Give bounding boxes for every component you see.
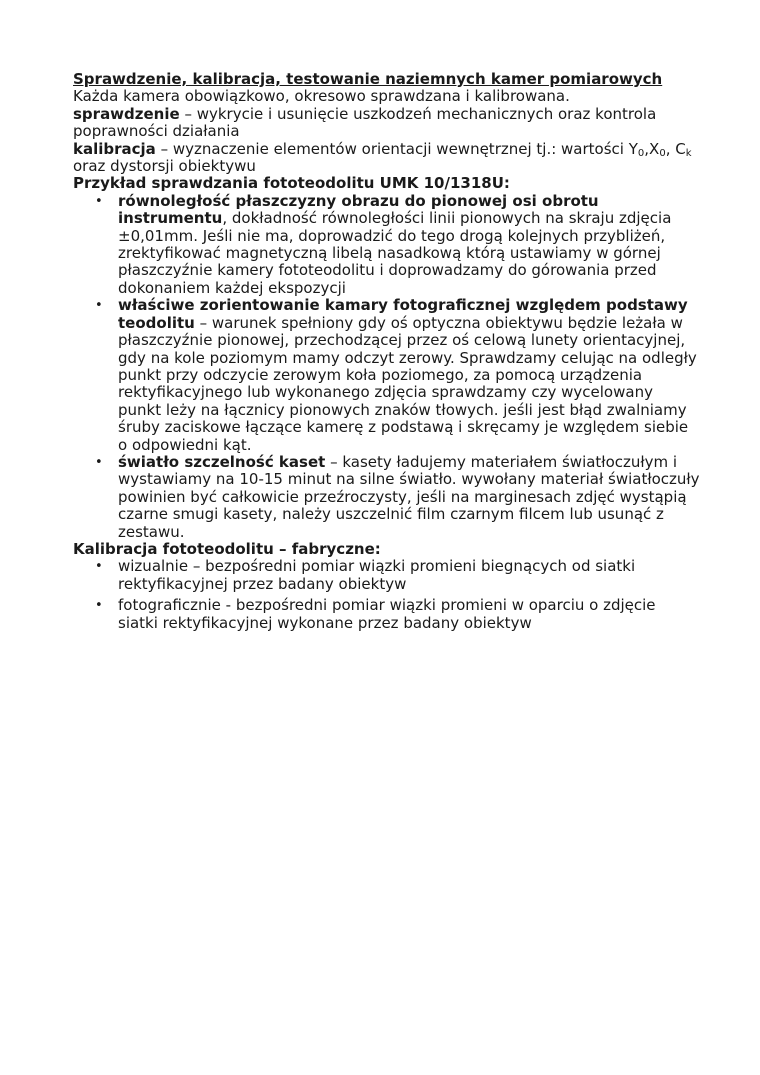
definition-term: sprawdzenie — [73, 104, 180, 123]
list-item-term: właściwe zorientowanie kamary fotograficznej względem podstawy teodolitu — [118, 296, 688, 332]
list-item-term: równoległość płaszczyzny obrazu do pionowej osi obrotu instrumentu — [118, 191, 599, 228]
list-item-text: – kasety ładujemy materiałem światłoczułym i wystawiamy na 10-15 minut na silne światło. wywołany materiał światłoczuły powinien być całkowicie przeźroczysty, jeśli na marginesach zdjęć wystąpią czarne smugi kasety, należy uszczelnić film czarnym filcem lub usunąć z zestawu. — [118, 452, 700, 541]
bullet-icon: • — [95, 454, 103, 470]
definition-text: – wyznaczenie elementów orientacji wewnętrznej tj.: wartości Y — [155, 139, 638, 158]
definition-term: kalibracja — [73, 139, 156, 158]
calibration-methods-list — [73, 558, 700, 632]
calibration-heading: Kalibracja fototeodolitu – fabryczne: — [73, 539, 381, 558]
list-item-text: fotograficznie - bezpośredni pomiar wiązki promieni w oparciu o zdjęcie siatki rektyfikacyjnej wykonane przez badany obiektyw — [118, 596, 656, 632]
document-title: Sprawdzenie, kalibracja, testowanie naziemnych kamer pomiarowych — [73, 70, 663, 88]
definition-text: – wykrycie i usunięcie uszkodzeń mechanicznych oraz kontrola poprawności działania — [73, 104, 657, 141]
subscript: 0 — [637, 147, 645, 159]
checks-list — [73, 193, 700, 541]
subscript: 0 — [659, 147, 666, 159]
list-item-text: – warunek spełniony gdy oś optyczna obiektywu będzie leżała w płaszczyźnie pionowej, przechodzącej przez oś celową lunety orientacyjnej, gdy na kole poziomym mamy odczyt zerowy. Sprawdzamy celując na odległy punkt przy odczycie zerowym koła poziomego, za pomocą urządzenia rektyfikacyjnego lub wykonanego zdjęcia sprawdzamy czy wycelowany punkt leży na łącznicy pionowych znaków tłowych. jeśli jest błąd zwalniamy śruby zaciskowe łączące kamerę z podstawą i skręcamy je względem siebie o odpowiedni kąt. — [118, 313, 697, 454]
list-item — [73, 454, 700, 541]
subscript: k — [685, 147, 692, 159]
list-item-term: światło szczelność kaset — [118, 452, 326, 471]
intro-paragraph: Każda kamera obowiązkowo, okresowo sprawdzana i kalibrowana. — [73, 87, 570, 106]
bullet-icon: • — [95, 193, 103, 209]
list-item — [73, 297, 700, 454]
bullet-icon: • — [95, 598, 103, 614]
definition-text: ,X — [644, 139, 660, 158]
bullet-icon: • — [95, 559, 103, 575]
definition-text: , C — [665, 139, 686, 158]
list-item — [73, 558, 700, 593]
list-item-text: wizualnie – bezpośredni pomiar wiązki promieni biegnących od siatki rektyfikacyjnej przez badany obiektyw — [118, 557, 636, 593]
bullet-icon: • — [95, 298, 103, 314]
list-item — [73, 597, 700, 632]
example-heading: Przykład sprawdzania fototeodolitu UMK 10/1318U: — [73, 174, 510, 193]
definition-text: oraz dystorsji obiektywu — [73, 157, 256, 176]
definition-kalibracja — [73, 141, 700, 176]
definition-sprawdzenie — [73, 106, 700, 141]
list-item-text: , dokładność równoległości linii pionowych na skraju zdjęcia ±0,01mm. Jeśli nie ma, doprowadzić do tego drogą kolejnych przybliżeń, zrektyfikować magnetyczną libelą nasadkową którą ustawiamy w górnej płaszczyźnie kamery fototeodolitu i doprowadzamy do górowania przed dokonaniem każdej ekspozycji — [118, 209, 672, 297]
list-item — [73, 193, 700, 297]
